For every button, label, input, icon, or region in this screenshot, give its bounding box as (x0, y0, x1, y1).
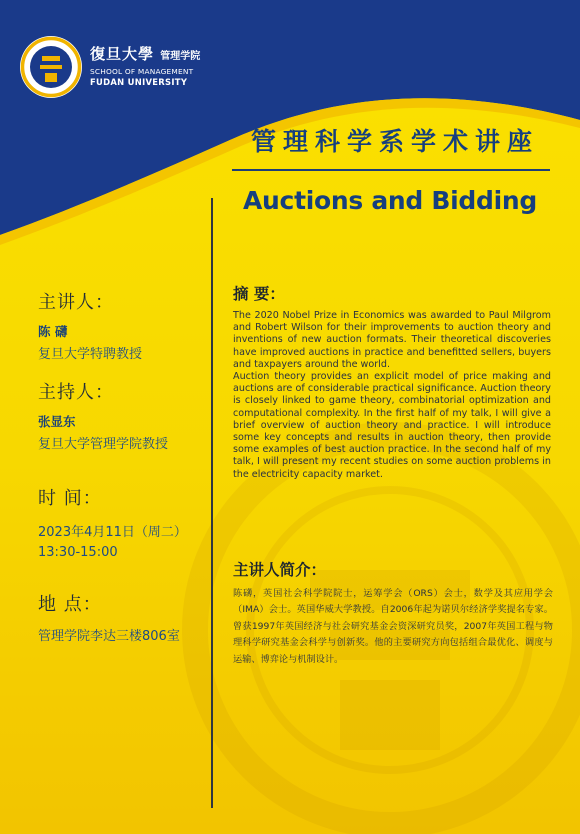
host-name: 张显东 (38, 414, 76, 429)
time-label: 时 间： (38, 488, 102, 509)
time-block (38, 484, 187, 560)
abstract-text (233, 310, 551, 481)
school-name-cn-sub: 管理学院 (160, 51, 201, 62)
university-name-en: FUDAN UNIVERSITY (90, 77, 188, 87)
event-venue: 管理学院李达三楼806室 (38, 629, 180, 644)
speaker-title: 复旦大学特聘教授 (38, 347, 143, 362)
column-divider (211, 198, 213, 808)
bio-text: 陈礴，英国社会科学院院士，运筹学会（ORS）会士，数学及其应用学会（IMA）会士。英国华威大学教授。自2006年起为诺贝尔经济学奖提名专家。曾获1997年英国经济与社会研究基金会资深研究员奖，2007年英国工程与物理科学研究基金会科学与创新奖。他的主要研究方向包括组合最优化、调度与运输、博弈论与机制设计。 (233, 588, 553, 665)
event-hours: 13:30-15:00 (38, 545, 118, 560)
host-title: 复旦大学管理学院教授 (38, 437, 169, 452)
bio-heading: 主讲人简介： (233, 561, 327, 579)
university-name-cn: 復旦大學 (90, 45, 155, 63)
venue-label: 地 点： (38, 594, 102, 615)
host-block (38, 378, 168, 452)
school-logo-text (90, 46, 200, 88)
abstract-paragraph-2: Auction theory provides an explicit model of price making and auctions are of considerable practical significance. Auction theory is closely linked to game theory, combinatorial optimization and computational complexity. In the first half of my talk, I will give a brief overview of auction theory and practice. I will introduce some key concepts and results in auction theory, then provide some examples of best auction practice. In the second half of my talk, I will present my recent studies on some auction problems in the electricity capacity market. (233, 371, 551, 480)
host-label: 主持人： (38, 382, 114, 403)
venue-block (38, 590, 180, 644)
speaker-block (38, 288, 142, 362)
speaker-name: 陈 礴 (38, 324, 68, 339)
speaker-label: 主讲人： (38, 292, 114, 313)
talk-title: Auctions and Bidding (243, 186, 537, 215)
series-title: 管理科学系学术讲座 (250, 127, 539, 156)
school-name-en: SCHOOL OF MANAGEMENT (90, 67, 194, 76)
event-date: 2023年4月11日（周二） (38, 525, 187, 540)
title-divider (232, 169, 550, 171)
abstract-paragraph-1: The 2020 Nobel Prize in Economics was awarded to Paul Milgrom and Robert Wilson for their improvements to auction theory and inventions of new auction formats. Their theoretical discoveries have improved auctions in practice and benefitted sellers, buyers and taxpayers around the world. (233, 310, 551, 370)
abstract-heading: 摘 要： (233, 285, 285, 303)
school-seal-logo (18, 34, 84, 100)
school-name-cn (90, 46, 200, 65)
